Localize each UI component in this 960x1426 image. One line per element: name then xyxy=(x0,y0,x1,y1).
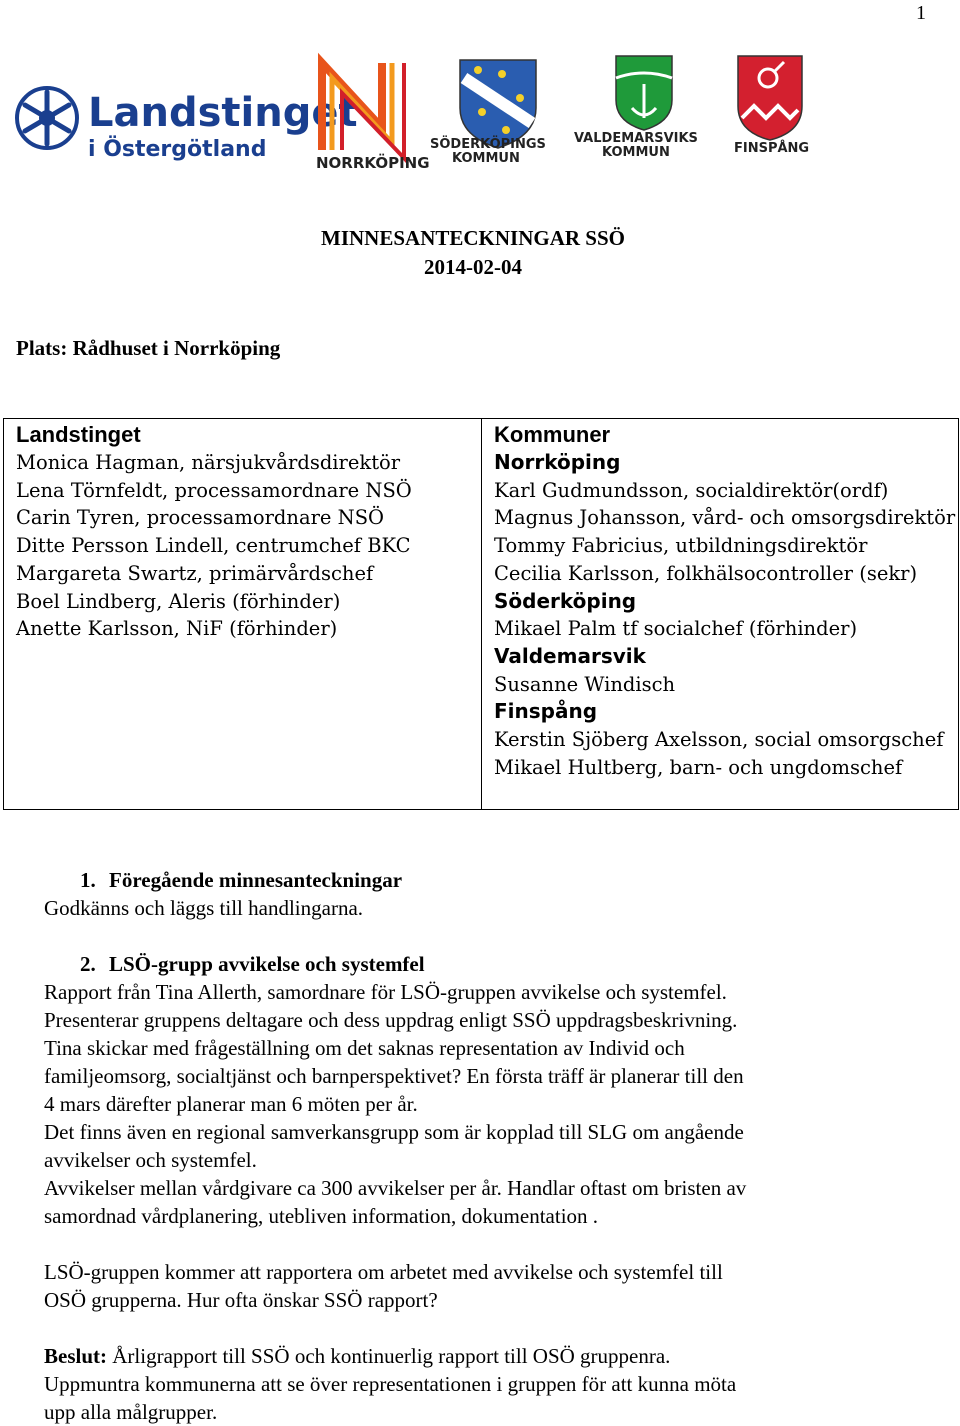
landstinget-header: Landstinget xyxy=(16,422,141,447)
section-1 xyxy=(44,866,944,922)
paragraph-line: samordnad vårdplanering, utebliven information, dokumentation . xyxy=(44,1204,599,1228)
group-header-norrkoping: Norrköping xyxy=(494,450,621,474)
landstinget-logo-icon xyxy=(17,88,77,148)
section-2 xyxy=(44,950,944,1426)
norrkoping-logo-text: NORRKÖPING xyxy=(316,154,430,172)
section-2-number: 2. xyxy=(80,952,96,976)
paragraph-line: familjeomsorg, socialtjänst och barnperspektivet? En första träff är planerar till den xyxy=(44,1064,744,1088)
valdemarsvik-logo-subtext: KOMMUN xyxy=(602,145,670,160)
kommuner-header: Kommuner xyxy=(494,422,611,447)
finspang-shield-icon xyxy=(738,56,802,140)
norrkoping-logo-icon xyxy=(322,63,404,158)
soderkoping-logo-subtext: KOMMUN xyxy=(452,151,520,166)
attendee: Tommy Fabricius, utbildningsdirektör xyxy=(494,534,868,558)
soderkoping-shield-icon xyxy=(460,60,536,148)
attendee: Cecilia Karlsson, folkhälsocontroller (sekr) xyxy=(494,561,918,585)
paragraph-line: OSÖ grupperna. Hur ofta önskar SSÖ rapport? xyxy=(44,1288,438,1312)
decision-line xyxy=(44,1342,944,1370)
group-header-soderkoping: Söderköping xyxy=(494,588,637,613)
attendees-kommuner xyxy=(482,419,959,810)
decision-text: Årligrapport till SSÖ och kontinuerlig rapport till OSÖ gruppenra. xyxy=(107,1344,671,1368)
paragraph-line: Avvikelser mellan vårdgivare ca 300 avvikelser per år. Handlar oftast om bristen av xyxy=(44,1176,747,1200)
paragraph-line: upp alla målgrupper. xyxy=(44,1400,218,1424)
paragraph-line: LSÖ-gruppen kommer att rapportera om arbetet med avvikelse och systemfel till xyxy=(44,1260,723,1284)
section-1-number: 1. xyxy=(80,868,96,892)
group-header-valdemarsvik: Valdemarsvik xyxy=(494,643,646,668)
attendee: Kerstin Sjöberg Axelsson, social omsorgschef xyxy=(494,728,944,752)
valdemarsvik-logo-text: VALDEMARSVIKS xyxy=(574,131,698,146)
document-date: 2014-02-04 xyxy=(424,255,522,279)
group-header-finspang: Finspång xyxy=(494,699,598,724)
paragraph-line: Presenterar gruppens deltagare och dess uppdrag enligt SSÖ uppdragsbeskrivning. xyxy=(44,1008,738,1032)
paragraph-line: Godkänns och läggs till handlingarna. xyxy=(44,896,364,920)
section-2-heading xyxy=(44,950,944,978)
attendee: Susanne Windisch xyxy=(494,672,676,696)
attendee: Mikael Palm tf socialchef (förhinder) xyxy=(494,617,858,641)
attendee: Margareta Swartz, primärvårdschef xyxy=(16,561,374,585)
paragraph-line: Rapport från Tina Allerth, samordnare för LSÖ-gruppen avvikelse och systemfel. xyxy=(44,980,727,1004)
decision-label: Beslut: xyxy=(44,1344,107,1368)
attendees-landstinget xyxy=(4,419,482,810)
attendee: Mikael Hultberg, barn- och ungdomschef xyxy=(494,755,903,779)
landstinget-logo-text: Landstinget xyxy=(88,90,358,136)
paragraph-line: Tina skickar med frågeställning om det saknas representation av Individ och xyxy=(44,1036,685,1060)
paragraph-line: Det finns även en regional samverkansgrupp som är kopplad till SLG om angående xyxy=(44,1120,744,1144)
page-number: 1 xyxy=(916,2,926,24)
document-title: MINNESANTECKNINGAR SSÖ xyxy=(321,226,625,250)
paragraph-line: avvikelser och systemfel. xyxy=(44,1148,257,1172)
attendee: Carin Tyren, processamordnare NSÖ xyxy=(16,506,385,530)
paragraph-line: 4 mars därefter planerar man 6 möten per år. xyxy=(44,1092,418,1116)
attendee: Anette Karlsson, NiF (förhinder) xyxy=(16,617,338,641)
section-2-title: LSÖ-grupp avvikelse och systemfel xyxy=(109,952,425,976)
soderkoping-logo-text: SÖDERKÖPINGS xyxy=(430,137,546,152)
valdemarsvik-shield-icon xyxy=(616,56,672,130)
section-1-title: Föregående minnesanteckningar xyxy=(109,868,403,892)
meeting-place: Plats: Rådhuset i Norrköping xyxy=(16,336,281,360)
attendee: Karl Gudmundsson, socialdirektör(ordf) xyxy=(494,478,889,502)
attendee: Magnus Johansson, vård- och omsorgsdirektör xyxy=(494,506,956,530)
logo-strip xyxy=(12,48,832,178)
paragraph-line: Uppmuntra kommunerna att se över representationen i gruppen för att kunna möta xyxy=(44,1372,737,1396)
attendee: Ditte Persson Lindell, centrumchef BKC xyxy=(16,534,411,558)
attendee: Lena Törnfeldt, processamordnare NSÖ xyxy=(16,478,412,502)
finspang-logo-text: FINSPÅNG xyxy=(734,141,810,156)
landstinget-logo-subtext: i Östergötland xyxy=(88,137,267,162)
attendee: Monica Hagman, närsjukvårdsdirektör xyxy=(16,451,401,474)
attendees-table xyxy=(3,418,959,810)
attendee: Boel Lindberg, Aleris (förhinder) xyxy=(16,589,341,613)
section-1-heading xyxy=(44,866,944,894)
